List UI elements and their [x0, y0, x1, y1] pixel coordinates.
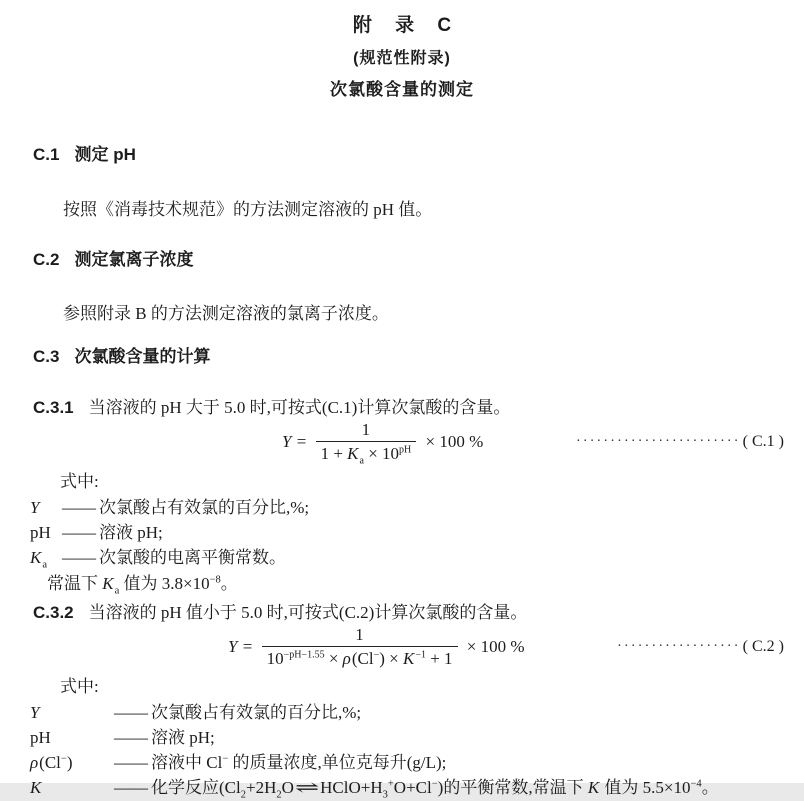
fraction-numerator: 1 [355, 624, 364, 644]
variable-symbol: $K_a$ [30, 548, 48, 571]
variable-symbol: Y [30, 702, 40, 722]
where-item-rho-cl [30, 750, 796, 775]
variable-symbol: ρ(Cl−) [30, 753, 73, 773]
clause-c32 [33, 602, 796, 623]
variable-symbol: Y [30, 498, 40, 517]
fraction [316, 420, 417, 467]
formula-multiplier: × 100 % [462, 636, 525, 656]
formula-c1-equation [282, 420, 484, 467]
formula-multiplier: × 100 % [421, 432, 484, 451]
variable-description: 次氯酸占有效氯的百分比,%; [99, 498, 310, 517]
section-c1-heading [33, 144, 796, 166]
variable-description: 次氯酸的电离平衡常数。 [99, 548, 286, 568]
formula-label: ( C.2 ) [742, 637, 784, 655]
variable-description: 化学反应$(Cl_2+2H_2O\rightleftharpoons HClO+H_3^+O+Cl^-)$的平衡常数,常温下 K 值为 $5.5\times 10^{-4}$。 [151, 778, 719, 801]
separator-dash: —— [114, 728, 148, 748]
appendix-title: 附 录 C [352, 15, 461, 36]
fraction-denominator: $1 + K_a \times 10^{pH}$ [316, 441, 417, 464]
where-item-ph [30, 520, 796, 545]
where-item-y [30, 700, 796, 725]
where-item-ka [30, 545, 796, 570]
dotted-leader: ························ [575, 434, 741, 449]
formula-c2-equation [228, 625, 525, 669]
where-intro-c2: 式中: [60, 676, 99, 696]
variable-description: 溶液中 Cl− 的质量浓度,单位克每升(g/L); [151, 753, 447, 773]
fraction-denominator: $10^{-pH-1.55} \times \rho(Cl^-) \times K^{-1} + 1$ [262, 646, 458, 669]
fraction-numerator: 1 [361, 420, 371, 439]
formula-c1-reference [576, 433, 784, 451]
section-number: C.1 [33, 145, 60, 164]
clause-text: 当溶液的 pH 值小于 5.0 时,可按式(C.2)计算次氯酸的含量。 [88, 602, 528, 622]
section-number: C.3 [33, 347, 60, 366]
section-c2-heading [33, 249, 796, 271]
note-ka-value: 常温下 $K_a$ 值为 $3.8\times 10^{-8}$。 [47, 573, 238, 596]
appendix-type-note: (规范性附录) [353, 50, 451, 67]
variable-symbol: pH [30, 728, 51, 748]
fraction [262, 625, 458, 669]
formula-lhs: Y = [228, 636, 257, 656]
formula-label: ( C.1 ) [742, 433, 784, 450]
clause-text: 当溶液的 pH 大于 5.0 时,可按式(C.1)计算次氯酸的含量。 [88, 398, 511, 417]
formula-c1 [30, 420, 796, 467]
where-list-c1 [30, 495, 796, 571]
clause-number: C.3.2 [33, 602, 74, 622]
dotted-leader: ·················· [617, 638, 741, 654]
clause-number: C.3.1 [33, 398, 74, 417]
document-header [30, 6, 774, 100]
section-number: C.2 [33, 250, 60, 269]
where-intro-c1: 式中: [60, 472, 99, 491]
clause-c31 [33, 397, 796, 418]
section-c3-heading [33, 346, 796, 368]
separator-dash: —— [114, 778, 148, 798]
appendix-subtitle: 次氯酸含量的测定 [330, 80, 474, 99]
separator-dash: —— [62, 498, 96, 517]
where-item-ph [30, 725, 796, 750]
formula-c2 [30, 625, 796, 669]
section-title: 次氯酸含量的计算 [74, 347, 211, 366]
variable-description: 溶液 pH; [151, 728, 215, 748]
variable-symbol: pH [30, 523, 51, 543]
where-list-c2 [30, 700, 796, 801]
separator-dash: —— [114, 753, 148, 773]
where-item-y [30, 495, 796, 520]
variable-description: 溶液 pH; [99, 523, 163, 543]
where-item-k [30, 775, 796, 800]
separator-dash: —— [62, 548, 96, 568]
formula-lhs: Y = [282, 432, 311, 451]
separator-dash: —— [114, 702, 148, 722]
variable-symbol: K [30, 778, 42, 798]
paragraph-c2-body: 参照附录 B 的方法测定溶液的氯离子浓度。 [63, 304, 389, 323]
variable-description: 次氯酸占有效氯的百分比,%; [151, 702, 362, 722]
paragraph-c1-body: 按照《消毒技术规范》的方法测定溶液的 pH 值。 [63, 200, 433, 219]
section-title: 测定 pH [74, 145, 136, 164]
separator-dash: —— [62, 523, 96, 543]
section-title: 测定氯离子浓度 [74, 250, 194, 269]
formula-c2-reference [617, 638, 784, 656]
